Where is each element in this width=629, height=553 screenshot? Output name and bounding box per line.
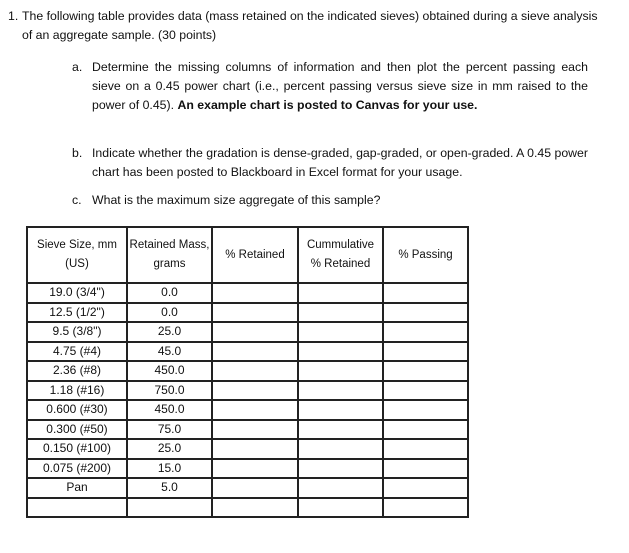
table-cell: Pan <box>27 478 127 498</box>
table-row <box>27 498 468 518</box>
table-row <box>27 459 468 479</box>
part-text: Determine the missing columns of information and then plot the percent passing each sieve on a 0.45 power chart (i.e., percent passing versus sieve size in mm raised to the power of 0.45). <box>92 60 588 112</box>
header-line: Retained Mass, <box>129 239 210 251</box>
table-row <box>27 322 468 342</box>
table-cell: 450.0 <box>127 361 212 381</box>
table-cell: 1.18 (#16) <box>27 381 127 401</box>
part-b <box>72 144 588 182</box>
table-cell <box>127 498 212 518</box>
table-cell: 0.0 <box>127 303 212 323</box>
part-c <box>72 191 588 210</box>
blank-answer-cell <box>298 478 383 498</box>
table-cell: 9.5 (3/8") <box>27 322 127 342</box>
blank-answer-cell <box>212 381 298 401</box>
table-cell: 25.0 <box>127 439 212 459</box>
blank-answer-cell <box>298 322 383 342</box>
table-cell: 12.5 (1/2") <box>27 303 127 323</box>
blank-answer-cell <box>212 400 298 420</box>
column-header <box>212 227 298 283</box>
blank-answer-cell <box>212 420 298 440</box>
blank-answer-cell <box>212 283 298 303</box>
blank-answer-cell <box>212 303 298 323</box>
header-line: Cummulative <box>306 239 375 251</box>
table-cell: 4.75 (#4) <box>27 342 127 362</box>
question-number: 1. <box>8 9 19 23</box>
table-cell: 5.0 <box>127 478 212 498</box>
table-cell: 0.0 <box>127 283 212 303</box>
blank-answer-cell <box>212 342 298 362</box>
table-cell: 75.0 <box>127 420 212 440</box>
sieve-table <box>26 226 469 518</box>
blank-answer-cell <box>298 361 383 381</box>
blank-answer-cell <box>212 439 298 459</box>
table-cell: 19.0 (3/4") <box>27 283 127 303</box>
blank-answer-cell <box>298 342 383 362</box>
table-cell: 0.300 (#50) <box>27 420 127 440</box>
table-cell: 750.0 <box>127 381 212 401</box>
part-a <box>72 58 588 115</box>
table-row <box>27 361 468 381</box>
table-row <box>27 478 468 498</box>
table-row <box>27 420 468 440</box>
blank-answer-cell <box>383 342 468 362</box>
table-row <box>27 400 468 420</box>
table-cell: 2.36 (#8) <box>27 361 127 381</box>
header-line: % Passing <box>398 248 453 261</box>
header-line: Sieve Size, mm (US) <box>37 239 117 270</box>
blank-answer-cell <box>383 400 468 420</box>
part-bold-text: An example chart is posted to Canvas for your use. <box>177 98 478 112</box>
part-label: b. <box>72 146 83 160</box>
blank-answer-cell <box>298 381 383 401</box>
table-cell: 25.0 <box>127 322 212 342</box>
table-cell: 0.600 (#30) <box>27 400 127 420</box>
table-row <box>27 342 468 362</box>
blank-answer-cell <box>383 498 468 518</box>
table-row <box>27 439 468 459</box>
part-a-body <box>92 58 588 115</box>
table-cell: 15.0 <box>127 459 212 479</box>
blank-answer-cell <box>383 361 468 381</box>
blank-answer-cell <box>212 361 298 381</box>
blank-answer-cell <box>212 478 298 498</box>
part-text: Indicate whether the gradation is dense-graded, gap-graded, or open-graded. A 0.45 power chart has been posted to Blackboard in Excel format for your usage. <box>92 146 588 179</box>
table-cell <box>27 498 127 518</box>
table-cell: 450.0 <box>127 400 212 420</box>
blank-answer-cell <box>383 283 468 303</box>
part-label: a. <box>72 60 83 74</box>
question-text: The following table provides data (mass retained on the indicated sieves) obtained during a sieve analysis of an aggregate sample. (30 points) <box>22 9 598 42</box>
column-header <box>27 227 127 283</box>
blank-answer-cell <box>212 322 298 342</box>
part-label: c. <box>72 193 82 207</box>
table-row <box>27 283 468 303</box>
blank-answer-cell <box>298 420 383 440</box>
question-1 <box>8 7 608 45</box>
table-cell: 0.075 (#200) <box>27 459 127 479</box>
table-cell: 0.150 (#100) <box>27 439 127 459</box>
header-line: grams <box>153 258 186 270</box>
blank-answer-cell <box>383 420 468 440</box>
table-row <box>27 303 468 323</box>
blank-answer-cell <box>383 303 468 323</box>
blank-answer-cell <box>298 498 383 518</box>
blank-answer-cell <box>212 459 298 479</box>
blank-answer-cell <box>298 400 383 420</box>
blank-answer-cell <box>298 459 383 479</box>
header-line: % Retained <box>225 248 285 261</box>
blank-answer-cell <box>298 439 383 459</box>
column-header <box>383 227 468 283</box>
blank-answer-cell <box>298 303 383 323</box>
blank-answer-cell <box>383 459 468 479</box>
blank-answer-cell <box>383 439 468 459</box>
part-text: What is the maximum size aggregate of this sample? <box>92 193 381 207</box>
table-row <box>27 381 468 401</box>
column-header <box>127 227 212 283</box>
blank-answer-cell <box>383 381 468 401</box>
header-line: % Retained <box>310 258 371 270</box>
blank-answer-cell <box>298 283 383 303</box>
table-cell: 45.0 <box>127 342 212 362</box>
column-header <box>298 227 383 283</box>
blank-answer-cell <box>383 322 468 342</box>
blank-answer-cell <box>212 498 298 518</box>
blank-answer-cell <box>383 478 468 498</box>
